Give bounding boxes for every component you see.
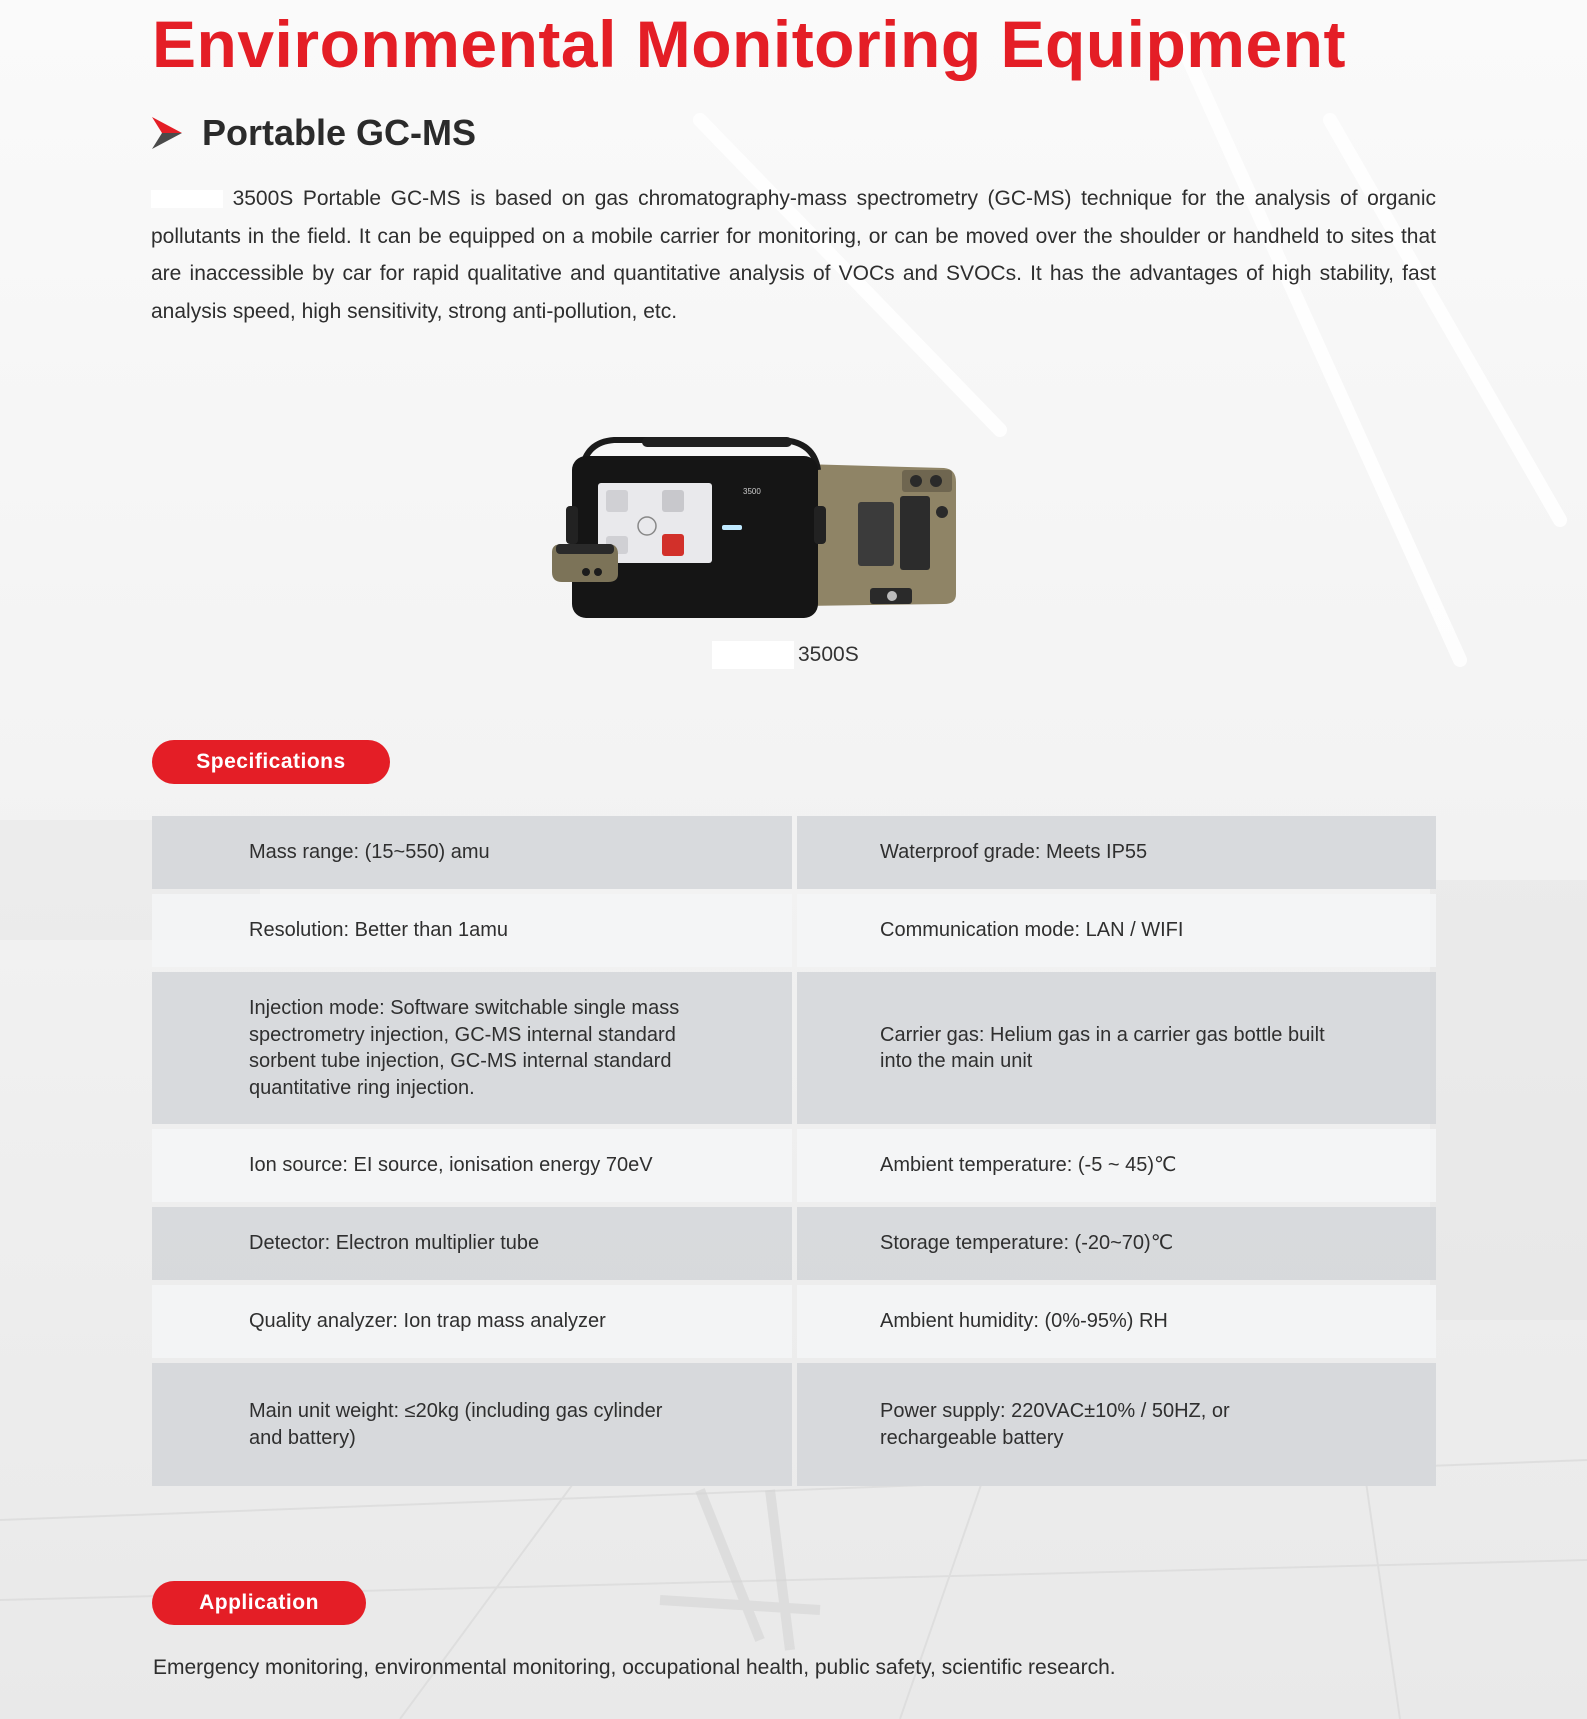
table-row: [152, 1285, 1436, 1358]
spec-cell: Power supply: 220VAC±10% / 50HZ, or rechargeable battery: [797, 1363, 1436, 1486]
spec-cell: Quality analyzer: Ion trap mass analyzer: [152, 1285, 792, 1358]
spec-cell: Waterproof grade: Meets IP55: [797, 816, 1436, 889]
spec-cell: Main unit weight: ≤20kg (including gas cylinder and battery): [152, 1363, 792, 1486]
table-row: [152, 1363, 1436, 1486]
spec-cell: Detector: Electron multiplier tube: [152, 1207, 792, 1280]
intro-text: 3500S Portable GC-MS is based on gas chromatography-mass spectrometry (GC-MS) technique for the analysis of organic pollutants in the field. It can be equipped on a mobile carrier for monitoring, or can be moved over the shoulder or handheld to sites that are inaccessible by car for rapid qualitative and quantitative analysis of VOCs and SVOCs. It has the advantages of high stability, fast analysis speed, high sensitivity, strong anti-pollution, etc.: [151, 187, 1436, 323]
spec-cell: Resolution: Better than 1amu: [152, 894, 792, 967]
redacted-brand: [712, 641, 794, 669]
panel-model-label: 3500: [743, 487, 761, 496]
table-row: [152, 1129, 1436, 1202]
product-caption: [712, 641, 859, 669]
product-image: [552, 436, 1008, 636]
table-row: [152, 894, 1436, 967]
product-caption-text: 3500S: [798, 643, 859, 666]
section-title: Portable GC-MS: [202, 112, 477, 153]
application-badge: Application: [152, 1581, 366, 1625]
spec-cell: Injection mode: Software switchable single mass spectrometry injection, GC-MS internal standard sorbent tube injection, GC-MS internal standard quantitative ring injection.: [152, 972, 792, 1124]
spec-cell: Ambient humidity: (0%-95%) RH: [797, 1285, 1436, 1358]
table-row: [152, 816, 1436, 889]
specifications-table: [152, 816, 1436, 1486]
spec-cell: Storage temperature: (-20~70)℃: [797, 1207, 1436, 1280]
spec-cell: Carrier gas: Helium gas in a carrier gas bottle built into the main unit: [797, 972, 1436, 1124]
specifications-badge: Specifications: [152, 740, 390, 784]
intro-paragraph: [151, 180, 1436, 330]
spec-cell: Mass range: (15~550) amu: [152, 816, 792, 889]
table-row: [152, 1207, 1436, 1280]
section-heading: [152, 108, 476, 158]
spec-cell: Ambient temperature: (-5 ~ 45)℃: [797, 1129, 1436, 1202]
arrow-bullet-icon: [152, 115, 182, 151]
redacted-brand: [151, 190, 223, 208]
spec-cell: Communication mode: LAN / WIFI: [797, 894, 1436, 967]
page-title: Environmental Monitoring Equipment: [152, 7, 1346, 81]
application-text: Emergency monitoring, environmental monitoring, occupational health, public safety, scientific research.: [153, 1656, 1116, 1679]
table-row: [152, 972, 1436, 1124]
spec-cell: Ion source: EI source, ionisation energy 70eV: [152, 1129, 792, 1202]
